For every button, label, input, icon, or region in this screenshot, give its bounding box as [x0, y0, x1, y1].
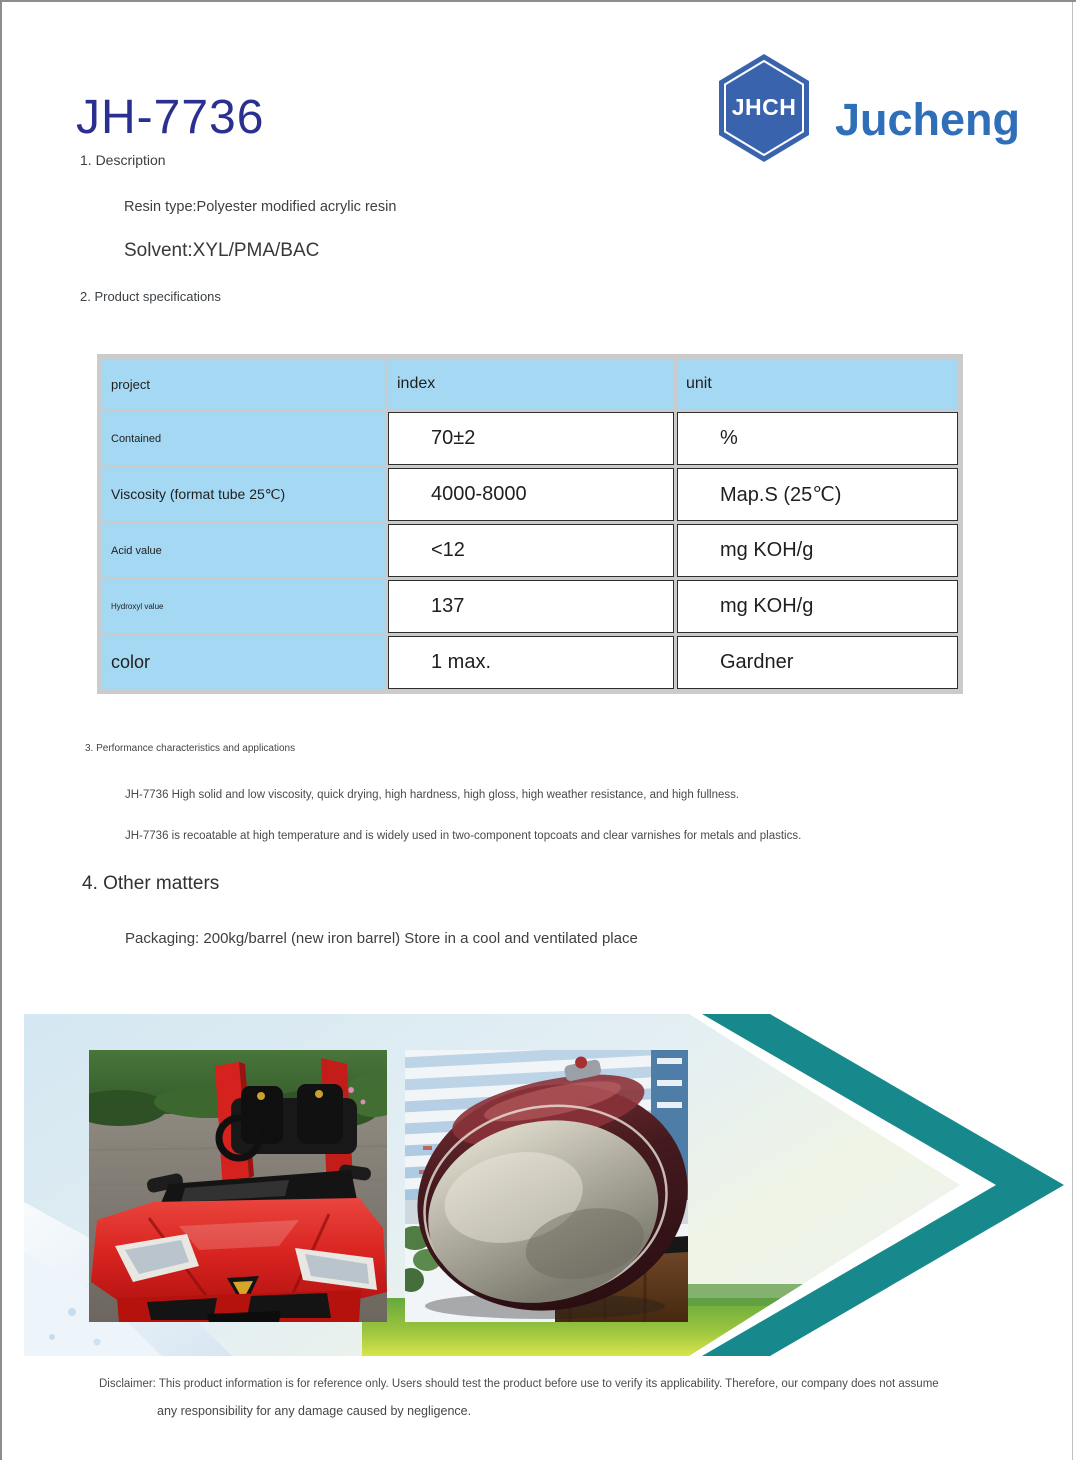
application-banner: [2, 1012, 1076, 1358]
performance-paragraph-1: JH-7736 High solid and low viscosity, quick drying, high hardness, high gloss, high weather resistance, and high fullness.: [125, 789, 740, 801]
disclaimer-line-2: any responsibility for any damage caused by negligence.: [157, 1404, 472, 1418]
spec-row-index: <12: [388, 524, 674, 577]
section-1-heading: 1. Description: [80, 152, 166, 168]
logo-text: JHCH: [731, 94, 797, 120]
spec-row-unit: Gardner: [677, 636, 958, 689]
section-4-heading: 4. Other matters: [82, 873, 220, 894]
brand-logo: [719, 54, 1049, 164]
spec-row-unit: %: [677, 412, 958, 465]
spec-row-project: Contained: [102, 412, 385, 465]
packaging-text: Packaging: 200kg/barrel (new iron barrel) Store in a cool and ventilated place: [125, 930, 638, 947]
spec-row-unit: mg KOH/g: [677, 580, 958, 633]
spec-row-unit: mg KOH/g: [677, 524, 958, 577]
brand-name: Jucheng: [835, 94, 1021, 145]
spec-row-index: 4000-8000: [388, 468, 674, 521]
hexagon-logo-icon: [719, 54, 809, 162]
spec-header-project: project: [102, 359, 385, 409]
spec-header-unit: unit: [677, 359, 958, 409]
section-2-heading: 2. Product specifications: [80, 289, 221, 304]
section-3-heading: 3. Performance characteristics and applications: [85, 743, 296, 754]
performance-paragraph-2: JH-7736 is recoatable at high temperature and is widely used in two-component topcoats and clear varnishes for metals and plastics.: [125, 830, 802, 842]
spec-row-index: 137: [388, 580, 674, 633]
resin-type-text: Resin type:Polyester modified acrylic resin: [124, 199, 397, 215]
spec-header-index: index: [388, 359, 674, 409]
solvent-text: Solvent:XYL/PMA/BAC: [124, 240, 320, 261]
spec-table: [97, 354, 963, 694]
spec-row-project: Acid value: [102, 524, 385, 577]
page-title: JH-7736: [76, 91, 265, 144]
spec-row-unit: Map.S (25℃): [677, 468, 958, 521]
spec-row-index: 70±2: [388, 412, 674, 465]
spec-row-project: Hydroxyl value: [102, 580, 385, 633]
disclaimer-line-1: Disclaimer: This product information is for reference only. Users should test the product before use to verify its applicability. Therefore, our company does not assume: [99, 1378, 939, 1390]
fuel-tank-photo: [405, 1050, 688, 1322]
spec-row-project: Viscosity (format tube 25℃): [102, 468, 385, 521]
spec-row-index: 1 max.: [388, 636, 674, 689]
red-toy-car-photo: [89, 1050, 387, 1322]
spec-row-project: color: [102, 636, 385, 689]
